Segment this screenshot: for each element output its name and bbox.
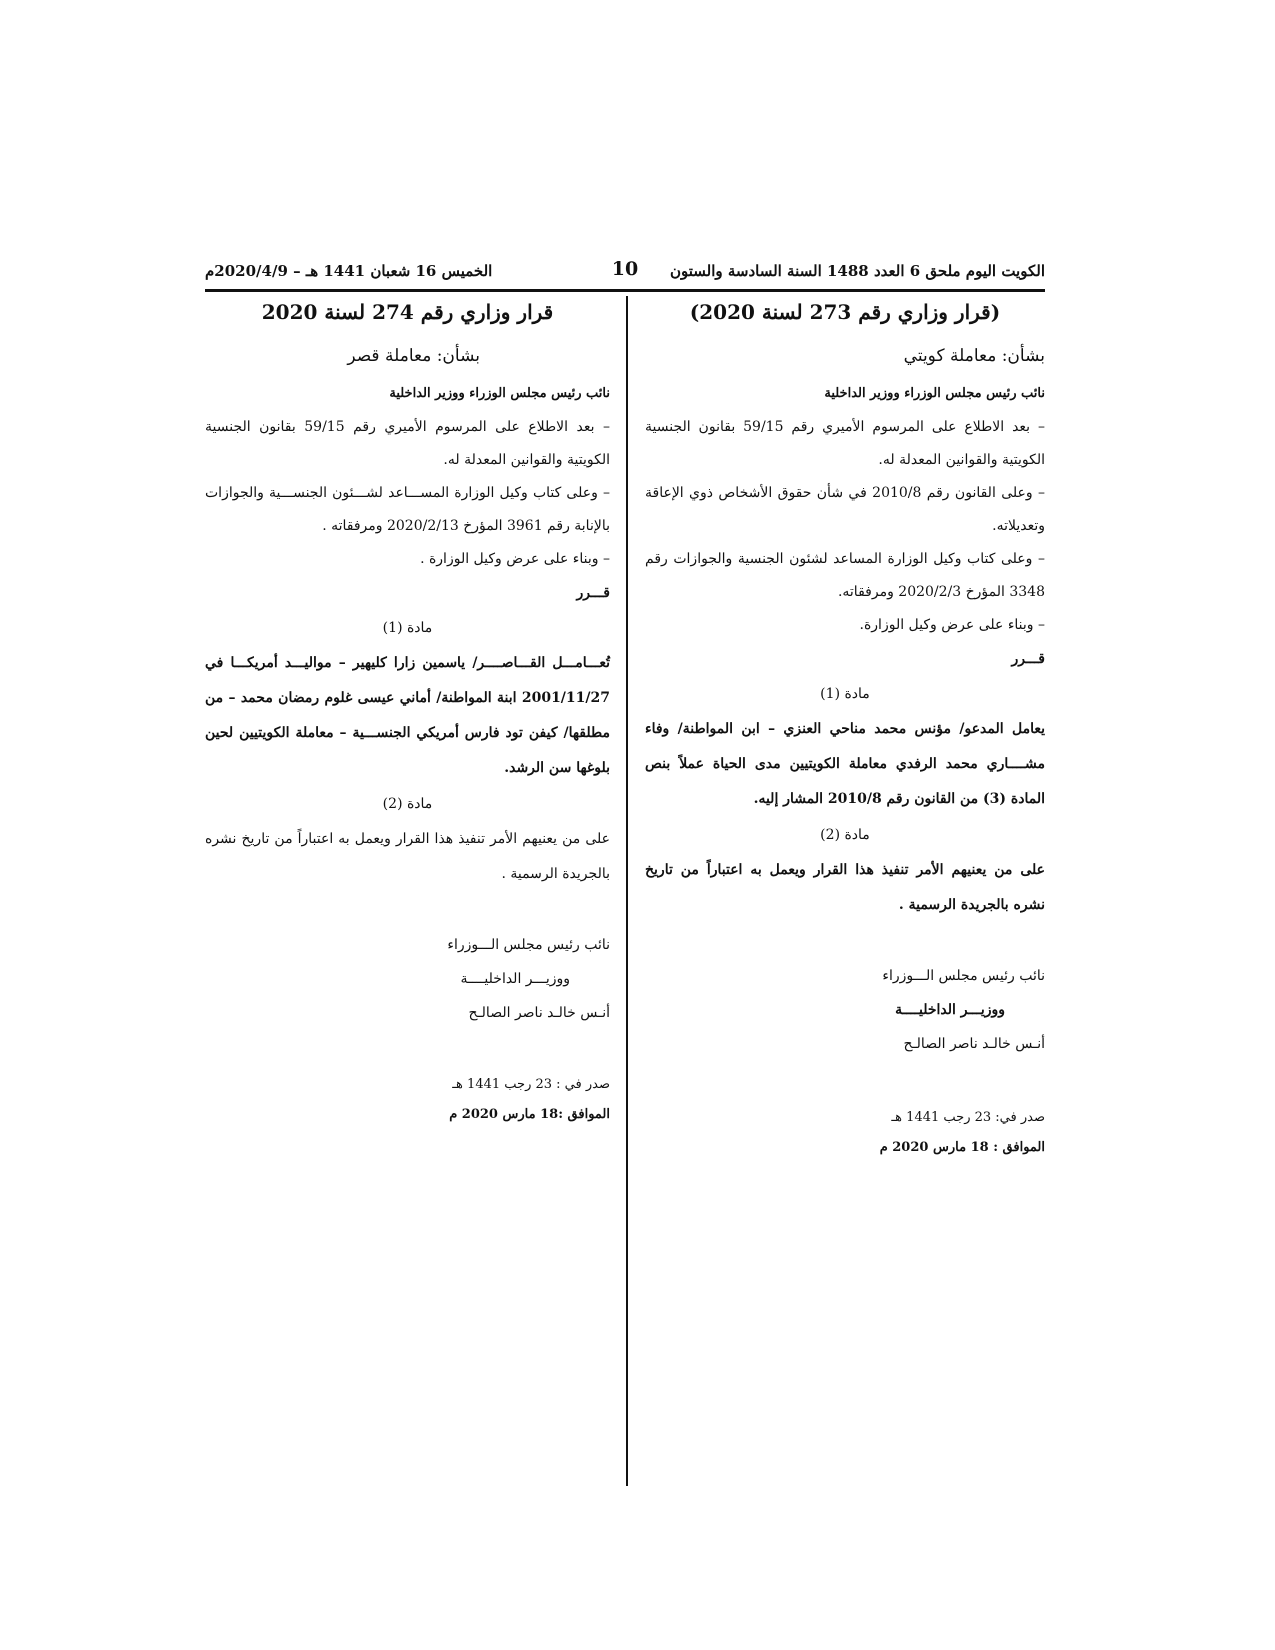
decision-273-decided: قـــرر bbox=[1011, 651, 1045, 667]
decision-273-article-1-text: يعامل المدعو/ مؤنس محمد مناحي العنزي – ابن المواطنة/ وفاء مشــــاري محمد الرفدي معاملة الكويتيين مدى الحياة عملاً بنص المادة (3) من القانون رقم 2010/8 المشار إليه. bbox=[645, 721, 1045, 807]
signature-title: نائب رئيس مجلس الـــوزراء bbox=[447, 937, 610, 953]
page-header bbox=[205, 258, 1045, 288]
preamble-item: – وعلى كتاب وكيل الوزارة المساعد لشئون الجنسية والجوازات رقم 3348 المؤرخ 2020/2/3 ومرفقاته. bbox=[645, 551, 1046, 600]
decision-274-decided: قـــرر bbox=[576, 585, 610, 601]
issued-date: صدر في : 23 رجب 1441 هـ bbox=[452, 1077, 610, 1092]
signature-name: أنـس خالـد ناصر الصالـح bbox=[903, 1036, 1045, 1052]
decision-273-signature bbox=[645, 959, 1045, 1061]
decision-274-article-2-label: مادة (2) bbox=[382, 796, 433, 812]
column-divider bbox=[626, 296, 628, 1486]
corresponding-date: الموافق :18 مارس 2020 م bbox=[449, 1107, 610, 1122]
page-number: 10 bbox=[611, 258, 639, 280]
decision-274-dates bbox=[205, 1070, 610, 1130]
signature-name: أنـس خالـد ناصر الصالـح bbox=[468, 1005, 610, 1021]
decision-273-article-1-label: مادة (1) bbox=[820, 686, 870, 702]
decision-273-dates bbox=[645, 1103, 1045, 1163]
decision-273-issuer: نائب رئيس مجلس الوزراء ووزير الداخلية bbox=[824, 386, 1045, 401]
decision-274-subject: بشأن: معاملة قصر bbox=[347, 346, 480, 366]
decision-273-subject: بشأن: معاملة كويتي bbox=[903, 346, 1045, 366]
preamble-item: – وبناء على عرض وكيل الوزارة . bbox=[420, 551, 610, 567]
decision-273-title: (قرار وزاري رقم 273 لسنة 2020) bbox=[689, 300, 1001, 324]
preamble-item: – بعد الاطلاع على المرسوم الأميري رقم 59/15 بقانون الجنسية الكويتية والقوانين المعدلة له. bbox=[645, 419, 1045, 468]
decision-274-article-2-text: على من يعنيهم الأمر تنفيذ هذا القرار ويعمل به اعتباراً من تاريخ نشره بالجريدة الرسمية . bbox=[205, 831, 610, 882]
preamble-item: – وعلى القانون رقم 2010/8 في شأن حقوق الأشخاص ذوي الإعاقة وتعديلاته. bbox=[645, 485, 1045, 534]
signature-ministry: ووزيـــر الداخليــــة bbox=[895, 1002, 1005, 1018]
decision-274-article-1-text: تُعـــامـــل القـــاصــــر/ ياسمين زارا كليهير – مواليـــد أمريكـــا في 2001/11/27 ابنة المواطنة/ أماني عيسى غلوم رمضان محمد – من مطلقها/ كيفن تود فارس أمريكي الجنســـية – معاملة الكويتيين لحين بلوغها سن الرشد. bbox=[205, 655, 610, 776]
preamble-item: – وعلى كتاب وكيل الوزارة المســـاعد لشـــئون الجنســـية والجوازات بالإنابة رقم 3961 المؤرخ 2020/2/13 ومرفقاته . bbox=[205, 485, 610, 534]
decision-274-issuer: نائب رئيس مجلس الوزراء ووزير الداخلية bbox=[389, 386, 610, 401]
decision-273-article-2-text: على من يعنيهم الأمر تنفيذ هذا القرار ويعمل به اعتباراً من تاريخ نشره بالجريدة الرسمية . bbox=[645, 862, 1045, 913]
header-issue-info: الكويت اليوم ملحق 6 العدد 1488 السنة السادسة والستون bbox=[669, 262, 1045, 280]
decision-274-preambles bbox=[205, 411, 610, 576]
decision-274-column bbox=[205, 296, 610, 1130]
preamble-item: – وبناء على عرض وكيل الوزارة. bbox=[859, 617, 1045, 633]
signature-ministry: ووزيـــر الداخليــــة bbox=[460, 971, 570, 987]
decision-274-title: قرار وزاري رقم 274 لسنة 2020 bbox=[261, 300, 554, 324]
decision-273-article-2-label: مادة (2) bbox=[820, 827, 870, 843]
decision-273-preambles bbox=[645, 411, 1045, 642]
corresponding-date: الموافق : 18 مارس 2020 م bbox=[879, 1140, 1045, 1155]
decision-273-column bbox=[645, 296, 1045, 1163]
signature-title: نائب رئيس مجلس الـــوزراء bbox=[882, 968, 1045, 984]
decision-274-signature bbox=[205, 928, 610, 1030]
header-rule bbox=[205, 289, 1045, 292]
preamble-item: – بعد الاطلاع على المرسوم الأميري رقم 59/15 بقانون الجنسية الكويتية والقوانين المعدلة له. bbox=[205, 419, 610, 468]
issued-date: صدر في: 23 رجب 1441 هـ bbox=[891, 1110, 1045, 1125]
decision-274-article-1-label: مادة (1) bbox=[382, 620, 433, 636]
header-date: الخميس 16 شعبان 1441 هـ – 2020/4/9م bbox=[205, 262, 493, 280]
